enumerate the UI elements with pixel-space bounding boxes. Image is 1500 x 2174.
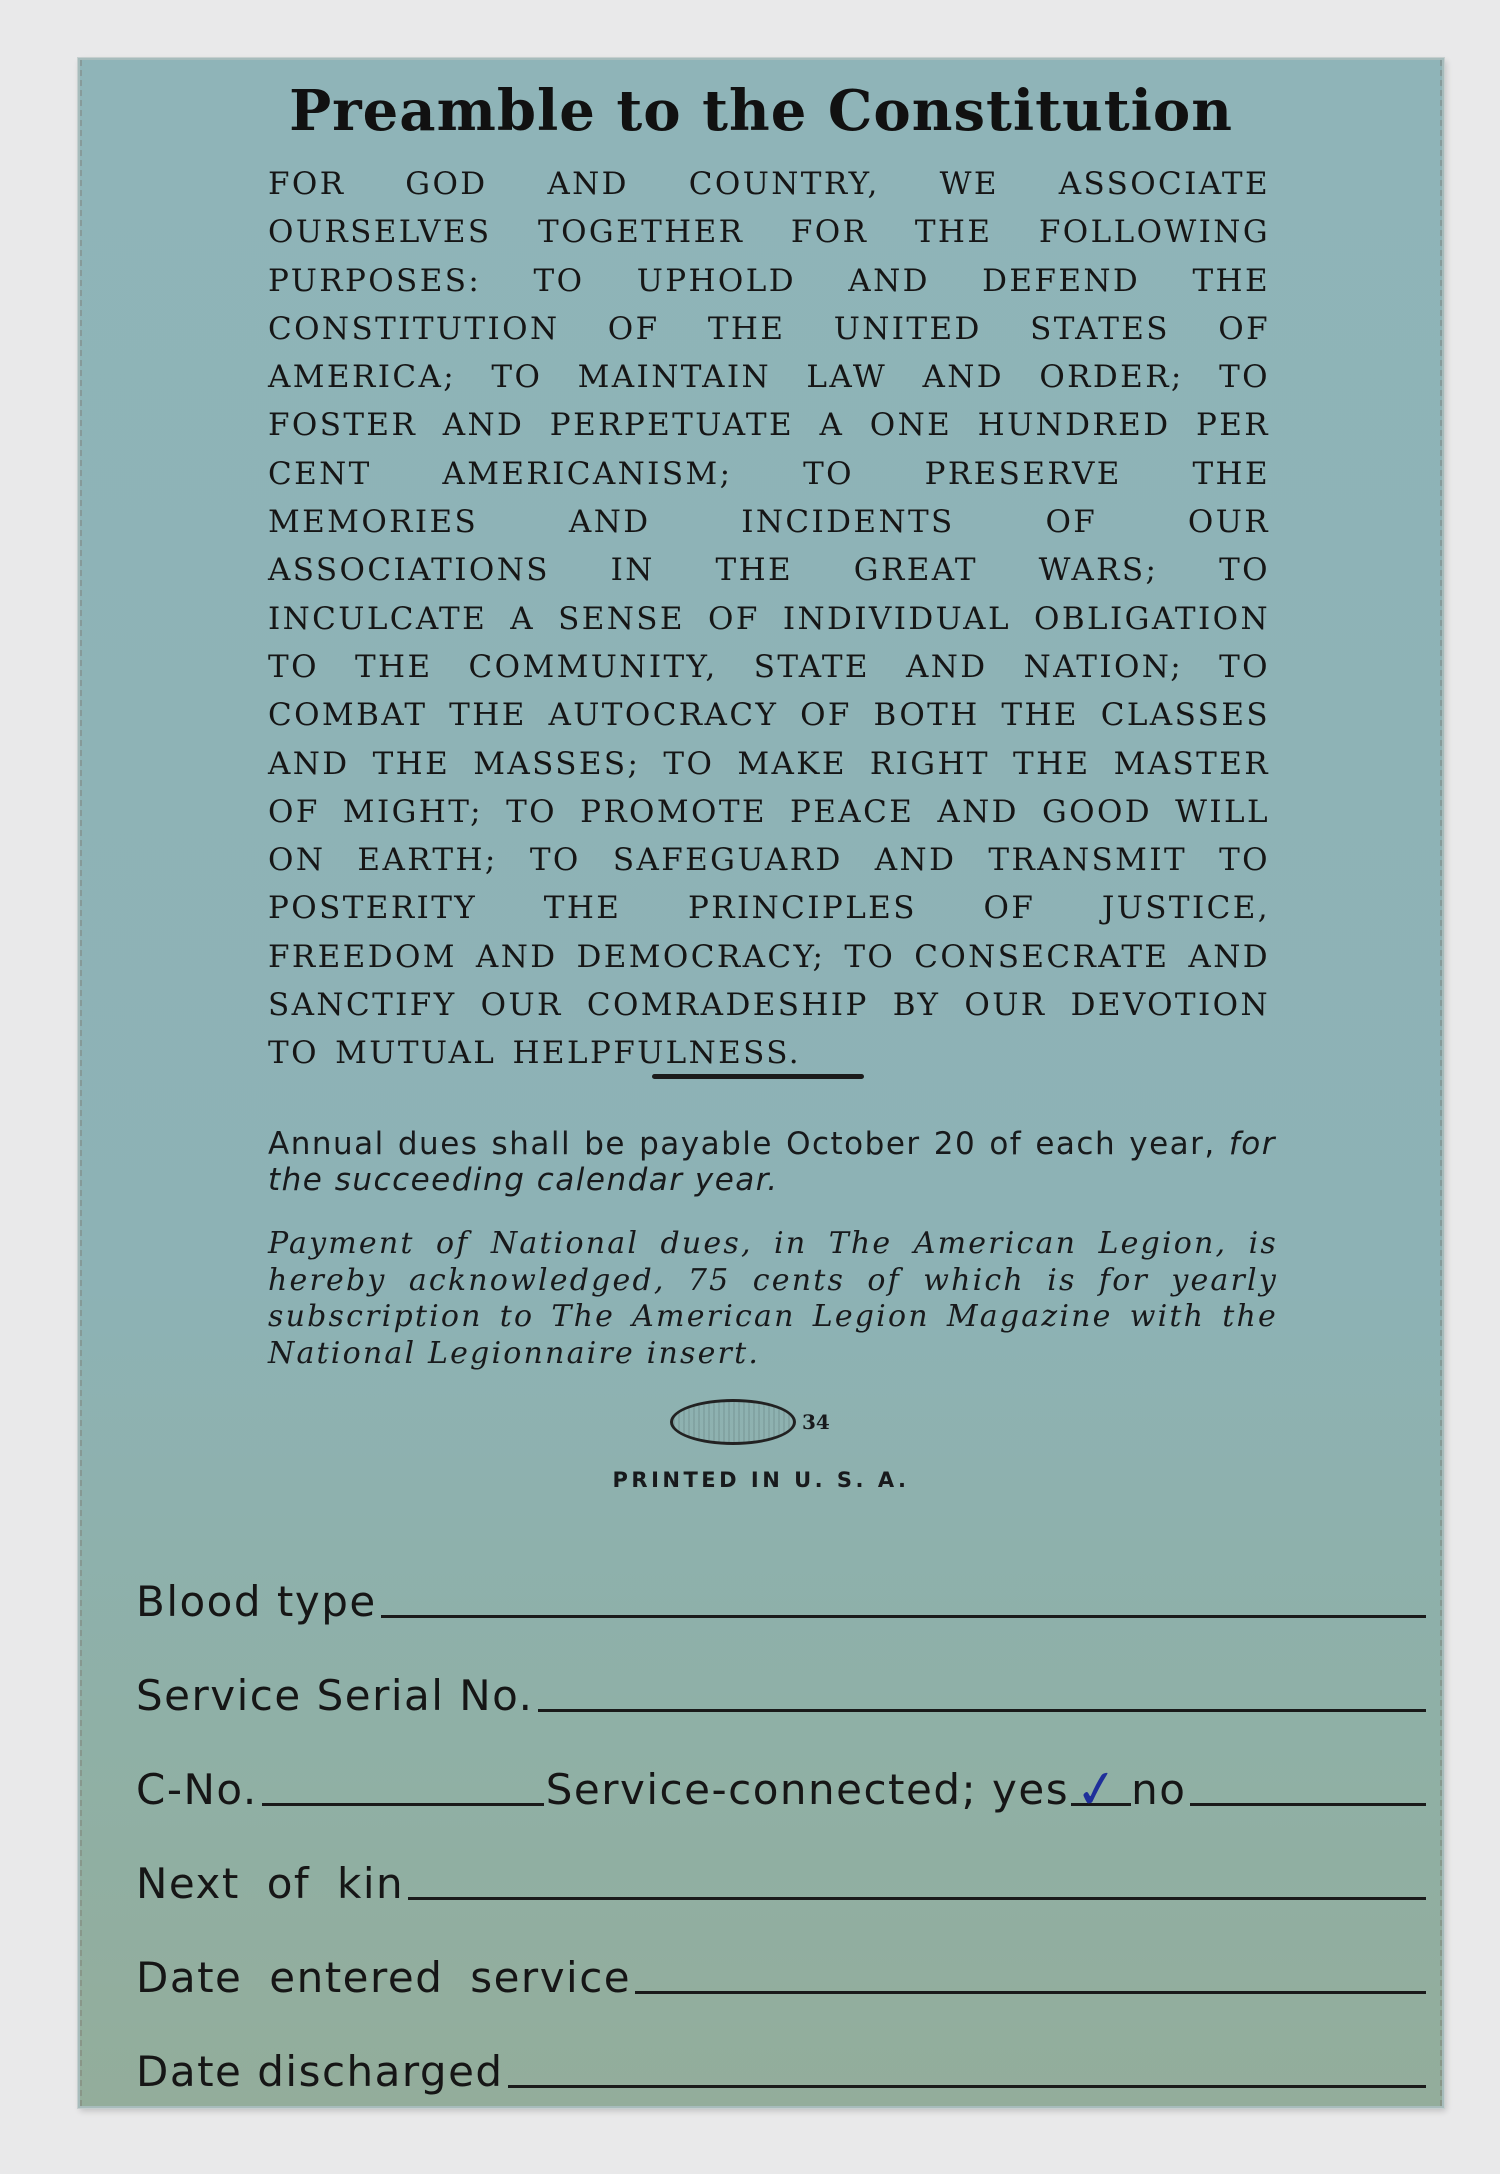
date-entered-line[interactable] bbox=[635, 1991, 1426, 1994]
c-no-row bbox=[136, 1754, 1426, 1823]
service-serial-label: Service Serial No. bbox=[136, 1671, 534, 1720]
union-label-number: 34 bbox=[802, 1410, 830, 1434]
next-of-kin-field[interactable] bbox=[136, 1848, 1426, 1908]
dues-notice-italic: for the succeeding calendar year. bbox=[268, 1126, 1276, 1198]
union-label bbox=[670, 1392, 840, 1452]
date-discharged-field[interactable] bbox=[136, 2036, 1426, 2096]
service-connected-label: Service-connected; yes bbox=[545, 1765, 1070, 1814]
dues-notice-text: Annual dues shall be payable October 20 of each year, bbox=[268, 1126, 1216, 1162]
date-entered-field[interactable] bbox=[136, 1942, 1426, 2002]
date-entered-label: Date entered service bbox=[136, 1953, 632, 2002]
c-no-line[interactable] bbox=[262, 1803, 544, 1806]
service-connected-no-line[interactable] bbox=[1190, 1803, 1426, 1806]
membership-card bbox=[78, 58, 1444, 2108]
divider-rule bbox=[652, 1074, 864, 1079]
service-serial-line[interactable] bbox=[538, 1709, 1427, 1712]
date-discharged-line[interactable] bbox=[508, 2085, 1426, 2088]
blood-type-line[interactable] bbox=[381, 1615, 1426, 1618]
card-title: Preamble to the Constitution bbox=[289, 78, 1233, 144]
date-discharged-label: Date discharged bbox=[136, 2047, 504, 2096]
c-no-label: C-No. bbox=[136, 1765, 258, 1814]
preamble-text: FOR GOD AND COUNTRY, WE ASSOCIATE OURSELVES TOGETHER FOR THE FOLLOWING PURPOSES: TO UPHOLD AND DEFEND THE CONSTITUTION OF THE UNITED STATES OF AMERICA; TO MAINTAIN LAW AND ORDER; TO FOSTER AND PERPETUATE A ONE HUNDRED PER CENT AMERICANISM; TO PRESERVE THE MEMORIES AND INCIDENTS OF OUR ASSOCIATIONS IN THE GREAT WARS; TO INCULCATE A SENSE OF INDIVIDUAL OBLIGATION TO THE COMMUNITY, STATE AND NATION; TO COMBAT THE AUTOCRACY OF BOTH THE CLASSES AND THE MASSES; TO MAKE RIGHT THE MASTER OF MIGHT; TO PROMOTE PEACE AND GOOD WILL ON EARTH; TO SAFEGUARD AND TRANSMIT TO POSTERITY THE PRINCIPLES OF JUSTICE, FREEDOM AND DEMOCRACY; TO CONSECRATE AND SANCTIFY OUR COMRADESHIP BY OUR DEVOTION TO MUTUAL HELPFULNESS. bbox=[268, 166, 1270, 1072]
blood-type-label: Blood type bbox=[136, 1577, 377, 1626]
next-of-kin-line[interactable] bbox=[408, 1897, 1426, 1900]
printed-in-label: PRINTED IN U. S. A. bbox=[612, 1468, 910, 1492]
union-seal-icon bbox=[670, 1399, 796, 1445]
dues-notice bbox=[268, 1126, 1276, 1198]
payment-notice: Payment of National dues, in The American Legion, is hereby acknowledged, 75 cents of which is for yearly subscription to The American Legion Magazine with the National Legionnaire insert. bbox=[268, 1226, 1278, 1371]
no-label: no bbox=[1131, 1765, 1187, 1814]
checkmark-icon: ✓ bbox=[1071, 1757, 1125, 1823]
service-serial-field[interactable] bbox=[136, 1660, 1426, 1720]
next-of-kin-label: Next of kin bbox=[136, 1859, 405, 1908]
blood-type-field[interactable] bbox=[136, 1566, 1426, 1626]
service-connected-yes-checkbox[interactable] bbox=[1071, 1757, 1131, 1823]
